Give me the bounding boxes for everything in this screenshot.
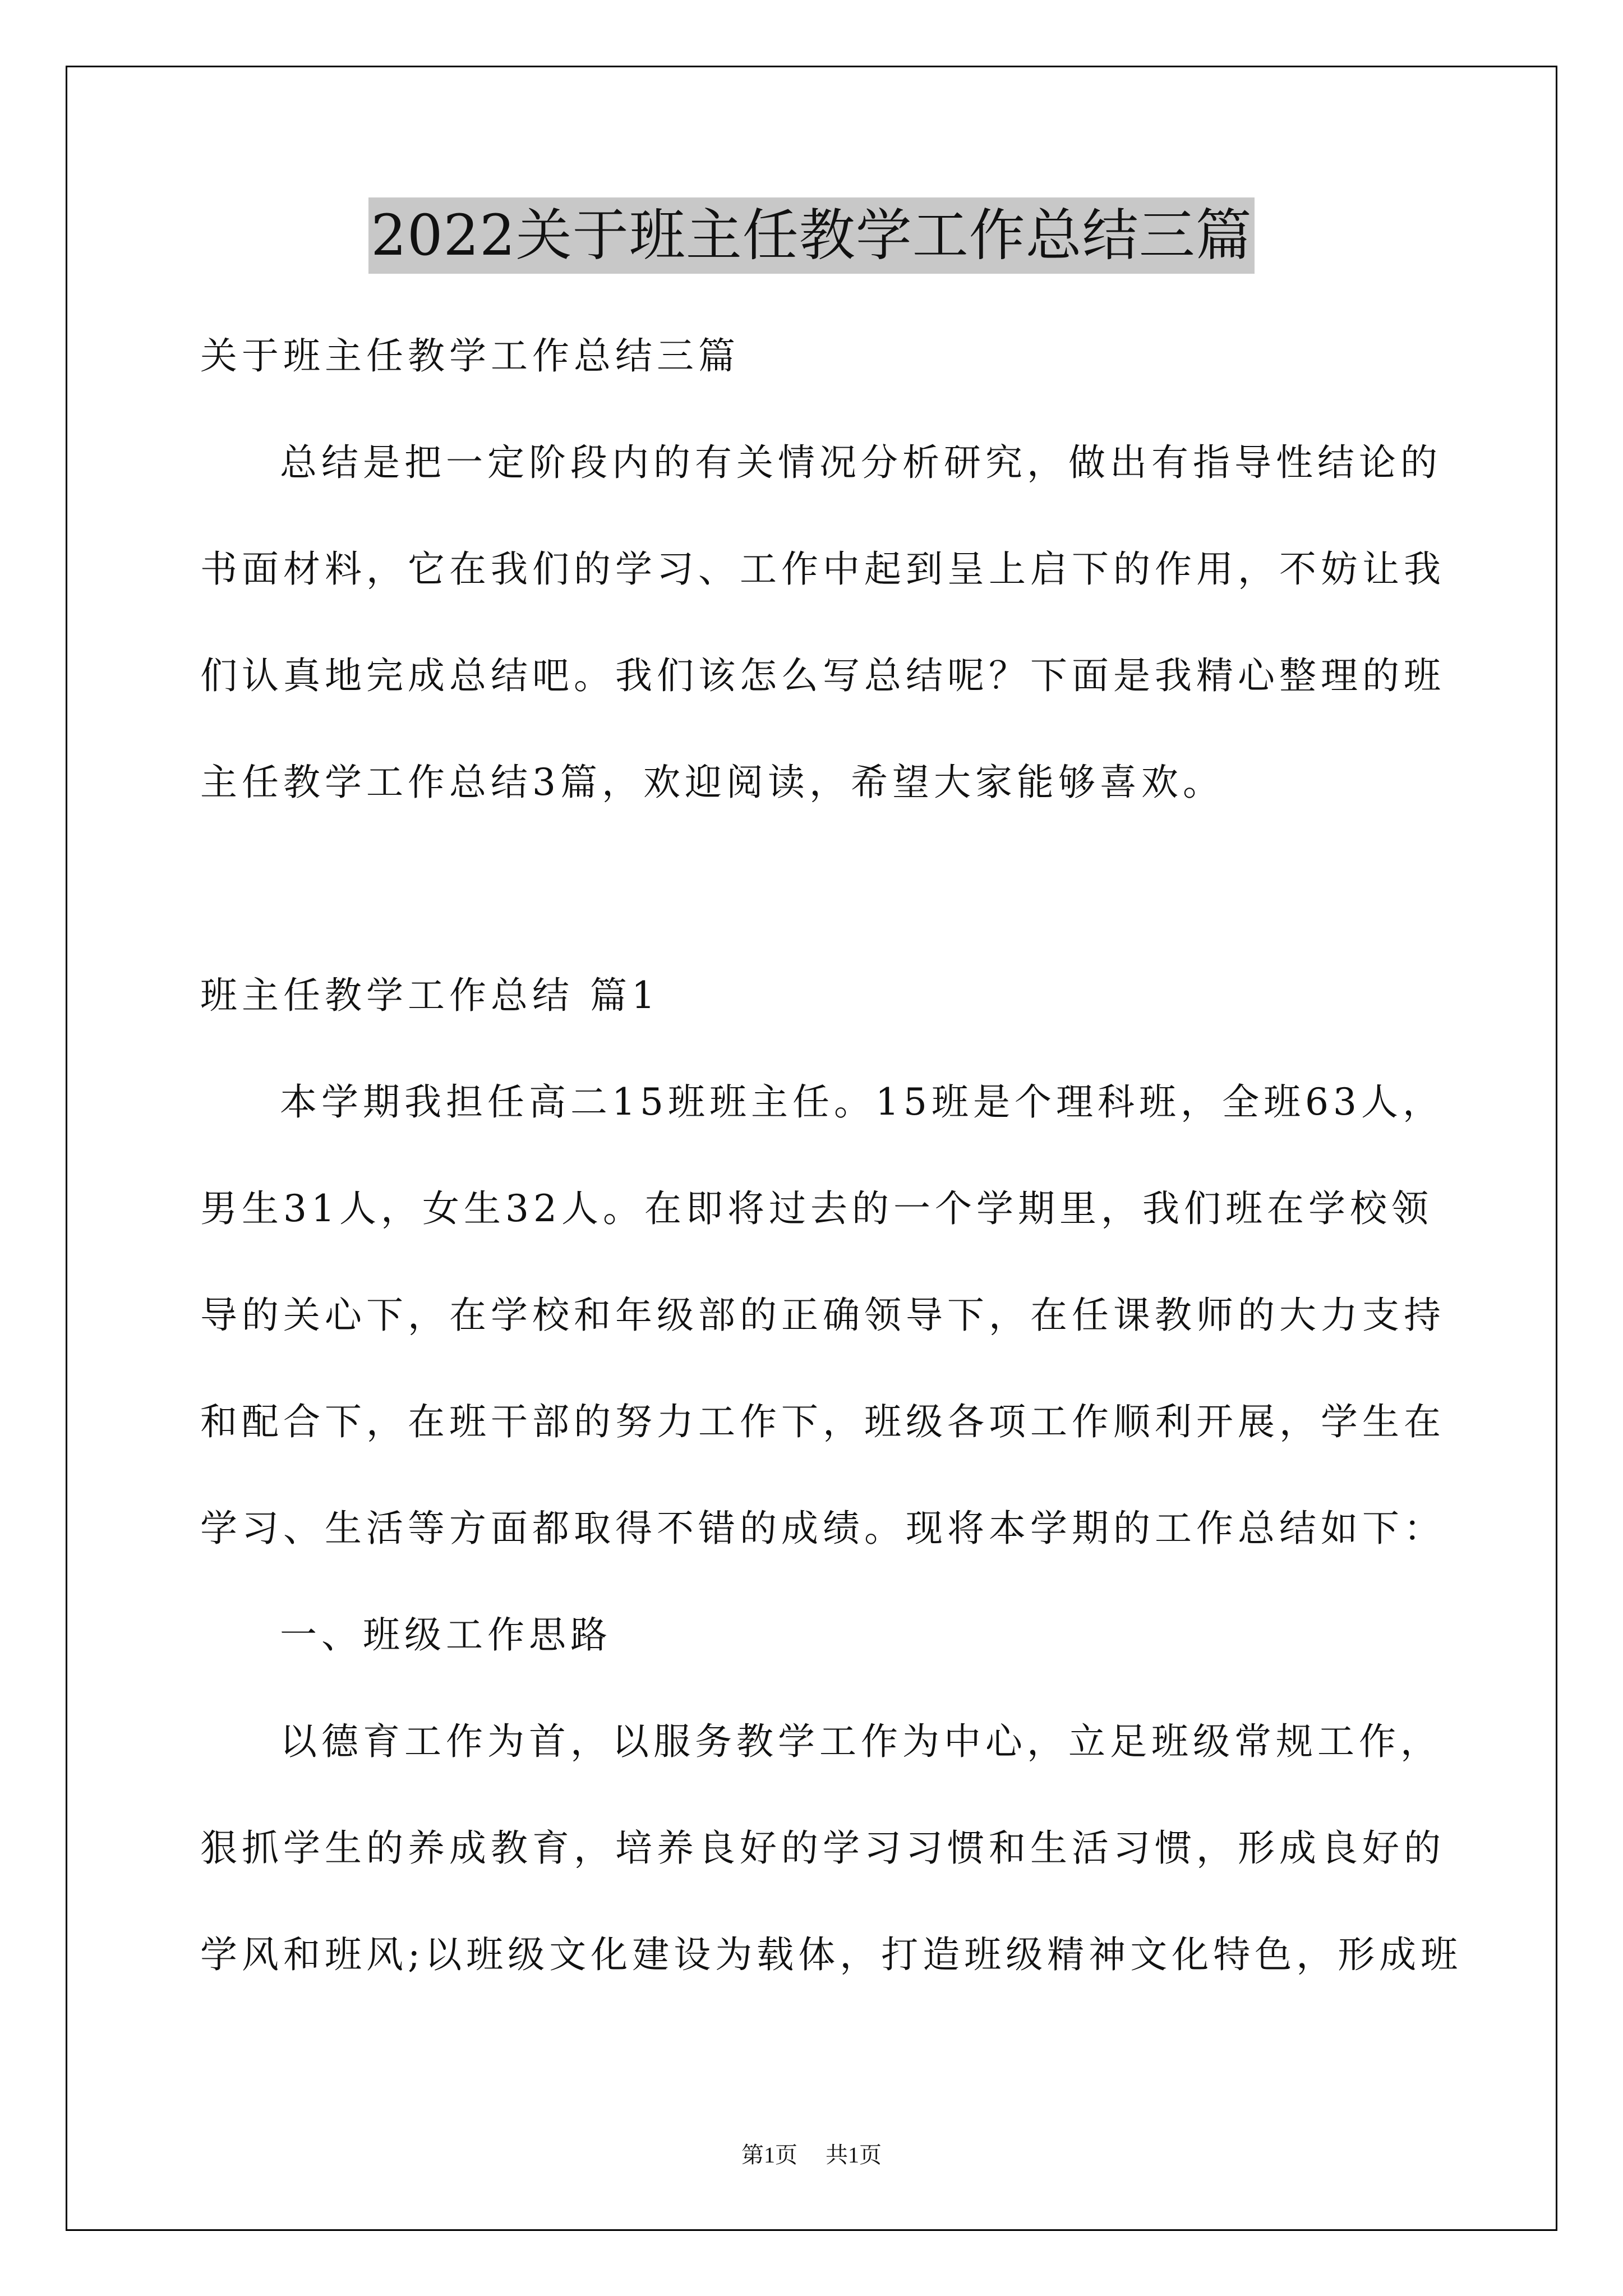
intro-line: 们认真地完成总结吧。我们该怎么写总结呢？下面是我精心整理的班 — [200, 654, 1445, 697]
page-number-total: 共1页 — [826, 2142, 882, 2168]
intro-line: 主任教学工作总结3篇，欢迎阅读，希望大家能够喜欢。 — [200, 761, 1224, 804]
paragraph-line: 本学期我担任高二15班班主任。15班是个理科班，全班63人， — [280, 1080, 1444, 1124]
paragraph-line: 男生31人，女生32人。在即将过去的一个学期里，我们班在学校领 — [200, 1187, 1433, 1230]
paragraph-line: 导的关心下，在学校和年级部的正确领导下，在任课教师的大力支持 — [200, 1294, 1445, 1337]
document-body — [200, 303, 1463, 2008]
page-footer — [0, 2138, 1623, 2172]
intro-line: 书面材料，它在我们的学习、工作中起到呈上启下的作用，不妨让我 — [200, 547, 1445, 591]
paragraph-line: 学风和班风;以班级文化建设为载体，打造班级精神文化特色，形成班 — [200, 1933, 1463, 1976]
page-number-current: 第1页 — [741, 2142, 797, 2168]
intro-line: 总结是把一定阶段内的有关情况分析研究，做出有指导性结论的 — [280, 441, 1442, 484]
subheading: 一、班级工作思路 — [280, 1613, 612, 1657]
document-subtitle: 关于班主任教学工作总结三篇 — [200, 334, 740, 378]
paragraph-line: 狠抓学生的养成教育，培养良好的学习习惯和生活习惯，形成良好的 — [200, 1826, 1445, 1870]
paragraph-line: 和配合下，在班干部的努力工作下，班级各项工作顺利开展，学生在 — [200, 1400, 1445, 1443]
paragraph-line: 学习、生活等方面都取得不错的成绩。现将本学期的工作总结如下： — [200, 1507, 1445, 1550]
title-container — [0, 197, 1623, 274]
paragraph-gap — [200, 836, 1434, 942]
paragraph-line: 以德育工作为首，以服务教学工作为中心，立足班级常规工作， — [280, 1720, 1442, 1763]
section-heading: 班主任教学工作总结 篇1 — [200, 974, 660, 1017]
document-title: 2022关于班主任教学工作总结三篇 — [368, 197, 1255, 274]
